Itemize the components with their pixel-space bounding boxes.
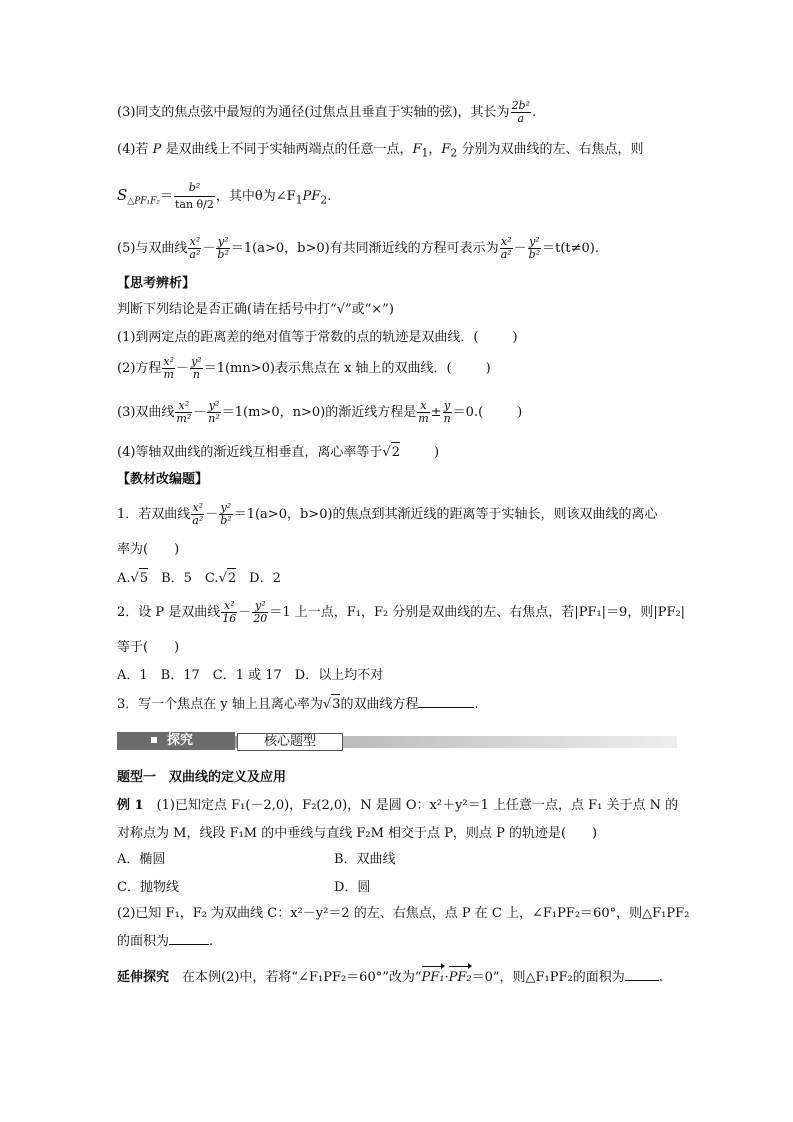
denominator: a: [517, 112, 525, 125]
text: (3)同支的焦点弦中最短的为通径(过焦点且垂直于实轴的弦)，其长为: [117, 105, 510, 120]
fraction: [207, 400, 221, 425]
numerator: x²: [175, 400, 192, 413]
text: －: [238, 605, 252, 620]
text: 的面积为: [117, 934, 170, 949]
fraction: [511, 100, 531, 125]
instruction: 判断下列结论是否正确(请在括号中打“√”或“×”): [117, 302, 394, 317]
numerator: x²: [189, 235, 201, 248]
question-1: [117, 328, 518, 348]
example-1-part2: (2)已知 F₁，F₂ 为双曲线 C：x²－y²＝2 的左、右焦点，点 P 在 C 上，∠F₁PF₂＝60°，则△F₁PF₂: [117, 906, 690, 921]
sub: 1: [421, 146, 429, 160]
exercise-1: [117, 502, 658, 528]
text: 1．若双曲线: [117, 507, 191, 522]
fraction: [417, 400, 429, 425]
numerator: y²: [220, 501, 232, 514]
denominator: n: [192, 368, 200, 381]
text: ±: [430, 405, 442, 420]
text: －: [513, 241, 527, 256]
denominator: m: [418, 412, 429, 425]
example-label: 例 1: [117, 798, 144, 813]
text: (4)若: [117, 142, 153, 157]
numerator: y²: [217, 235, 229, 248]
section-heading: 【思考辨析】: [117, 276, 196, 291]
section-banner: [117, 732, 677, 750]
denominator: 16: [222, 612, 237, 625]
text: (2)方程: [117, 361, 162, 376]
square-icon: [151, 737, 157, 743]
fraction: [443, 400, 452, 425]
sub: 1: [295, 193, 303, 207]
text: －: [202, 241, 216, 256]
option-c: C．抛物线: [117, 880, 179, 895]
exercise-2-options: A．1 B．17 C．1 或 17 D．以上均不对: [117, 668, 384, 683]
text: 2．设 P 是双曲线: [117, 605, 221, 620]
answer-blank[interactable]: [169, 932, 209, 945]
text: ): [434, 445, 440, 460]
var: PF: [302, 189, 321, 204]
options-cd: [117, 878, 370, 898]
text: .: [532, 105, 537, 120]
banner-subtitle: 核心题型: [237, 733, 343, 751]
text: ·: [444, 970, 449, 985]
question-2: [117, 356, 491, 382]
numerator: x: [417, 400, 429, 413]
fraction: [252, 600, 268, 625]
fraction: [528, 236, 541, 261]
denominator: n²: [208, 412, 220, 425]
numerator: 2b²: [511, 99, 531, 112]
extension: [117, 968, 663, 988]
denominator: a²: [192, 514, 204, 527]
property-5: [117, 236, 599, 262]
var: P: [152, 142, 162, 157]
text: ＝0.(: [452, 405, 484, 420]
numerator: b²: [174, 180, 215, 197]
text: ＝t(t≠0).: [542, 241, 600, 256]
var: F: [441, 142, 451, 157]
denominator: n: [443, 412, 451, 425]
text: (5)与双曲线: [117, 241, 188, 256]
option-a: A．椭圆: [117, 852, 166, 867]
text: D．2: [236, 571, 281, 586]
fraction: [175, 400, 192, 425]
denominator: b²: [217, 248, 229, 261]
vector: PF₁: [422, 968, 445, 988]
numerator: x²: [221, 600, 237, 613]
option-b: B．双曲线: [334, 852, 396, 867]
fraction: [221, 600, 237, 625]
fraction: [500, 236, 513, 261]
numerator: y²: [208, 399, 220, 412]
exercise-2: [117, 600, 685, 626]
banner-label: [117, 732, 235, 750]
fraction: [162, 356, 175, 381]
text: 3．写一个焦点在 y 轴上且离心率为: [117, 697, 323, 712]
text: .: [658, 970, 663, 985]
text: A.: [117, 571, 131, 586]
example-1-cont: 对称点为 M，线段 F₁M 的中垂线与直线 F₂M 相交于点 P，则点 P 的轨迹是( ): [117, 826, 598, 841]
exercise-1-cont: 率为( ): [117, 542, 180, 557]
denominator: m: [163, 368, 174, 381]
text: B．5 C.: [148, 571, 219, 586]
sub: △PF₁F₂: [127, 196, 160, 207]
text: 的双曲线方程: [340, 697, 419, 712]
question-4: (4)等轴双曲线的渐近线互相垂直，离心率等于√2 ): [117, 442, 439, 463]
numerator: x²: [500, 235, 512, 248]
text: (1)已知定点 F₁(－2,0)，F₂(2,0)，N 是圆 O：x²＋y²＝1 上任意一点，点 F₁ 关于点 N 的: [143, 798, 679, 813]
sub: 2: [450, 146, 458, 160]
sqrt-radicand: 3: [331, 694, 340, 715]
answer-blank[interactable]: [418, 695, 474, 708]
numerator: y²: [529, 235, 540, 248]
var: F: [412, 142, 422, 157]
numerator: y²: [252, 600, 268, 613]
text: ＝1(a>0，b>0)有共同渐近线的方程可表示为: [230, 241, 499, 256]
exercise-2-cont: 等于( ): [117, 640, 180, 655]
exercise-3: 3．写一个焦点在 y 轴上且离心率为√3的双曲线方程 .: [117, 694, 479, 715]
text: ＝1 上一点，F₁，F₂ 分别是双曲线的左、右焦点，若|PF₁|＝9，则|PF₂|: [269, 605, 686, 620]
text: ，其中θ为∠F: [215, 189, 296, 204]
text: (3)双曲线: [117, 405, 175, 420]
sqrt-radicand: 2: [227, 568, 236, 589]
sqrt-radicand: 5: [139, 568, 148, 589]
fraction: [174, 180, 215, 213]
text: .: [327, 189, 332, 204]
text: .: [209, 934, 214, 949]
text: ): [512, 330, 518, 345]
text: (1)到两定点的距离差的绝对值等于常数的点的轨迹是双曲线．(: [117, 330, 479, 345]
text: ＝: [159, 189, 173, 204]
answer-blank[interactable]: [625, 968, 659, 981]
extension-label: 延伸探究: [117, 970, 170, 985]
numerator: x²: [192, 501, 204, 514]
denominator: b²: [528, 248, 541, 261]
area-formula: [117, 172, 331, 218]
text: ): [485, 361, 491, 376]
denominator: a²: [189, 248, 201, 261]
text: ，: [428, 142, 442, 157]
property-3: [117, 100, 536, 125]
denominator: tan θ/2: [174, 198, 214, 211]
topic-heading: 题型一 双曲线的定义及应用: [117, 770, 287, 785]
options-ab: [117, 850, 396, 870]
fraction: [216, 236, 229, 261]
property-4: [117, 140, 643, 164]
fraction: [190, 356, 203, 381]
text: 分别为双曲线的左、右焦点，则: [457, 142, 644, 157]
option-d: D．圆: [334, 880, 371, 895]
banner-text: 探究: [167, 733, 194, 748]
text: ＝1(m>0，n>0)的渐近线方程是: [221, 405, 417, 420]
question-3: [117, 400, 522, 426]
vector: PF₂: [449, 968, 472, 988]
section-heading: 【教材改编题】: [117, 472, 209, 487]
numerator: y: [444, 399, 451, 412]
example-1: [117, 796, 678, 816]
text: 在本例(2)中，若将“∠F₁PF₂＝60°”改为“: [169, 970, 422, 985]
text: ＝1(a>0，b>0)的焦点到其渐近线的距离等于实轴长，则该双曲线的离心: [233, 507, 658, 522]
text: －: [176, 361, 190, 376]
denominator: 20: [253, 612, 268, 625]
denominator: m²: [176, 412, 192, 425]
denominator: b²: [220, 514, 232, 527]
text: －: [205, 507, 219, 522]
denominator: a²: [500, 248, 512, 261]
text: ＝0”，则△F₁PF₂的面积为: [471, 970, 625, 985]
text: .: [474, 697, 479, 712]
example-1-part2-cont: [117, 932, 213, 952]
numerator: y²: [191, 355, 202, 368]
text: ＝1(mn>0)表示焦点在 x 轴上的双曲线．(: [203, 361, 452, 376]
text: (4)等轴双曲线的渐近线互相垂直，离心率等于: [117, 445, 383, 460]
text: ): [517, 405, 523, 420]
numerator: x²: [163, 355, 175, 368]
fraction: [191, 502, 204, 527]
text: －: [193, 405, 207, 420]
fraction: [219, 502, 232, 527]
sqrt-radicand: 2: [391, 442, 400, 463]
fraction: [188, 236, 201, 261]
var: S: [117, 186, 128, 204]
text: 是双曲线上不同于实轴两端点的任意一点，: [161, 142, 413, 157]
exercise-1-options: A.√5 B．5 C.√2 D．2: [117, 568, 281, 589]
sub: 2: [320, 193, 328, 207]
